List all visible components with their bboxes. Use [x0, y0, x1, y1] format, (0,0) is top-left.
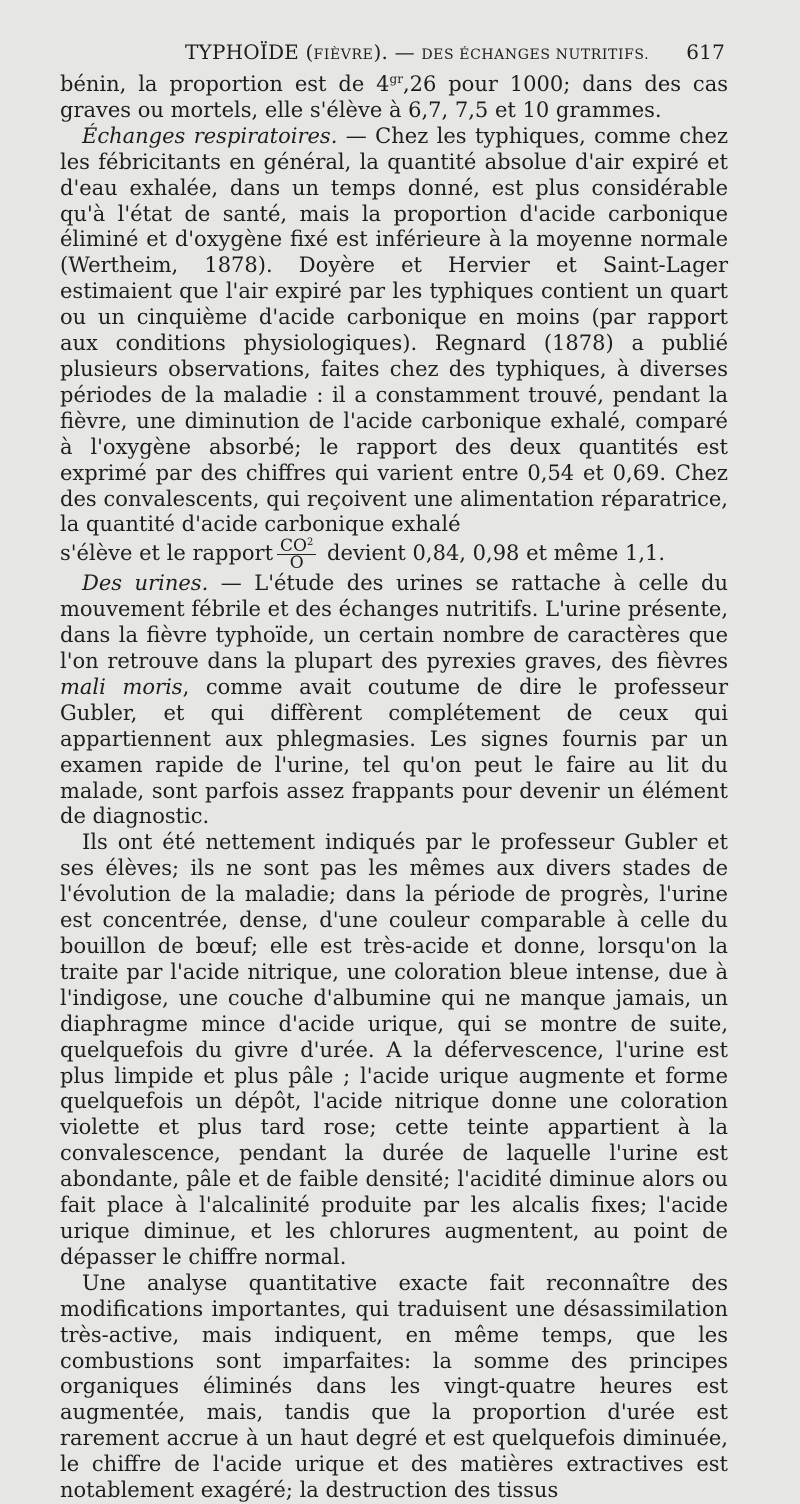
page-number: 617 [686, 40, 725, 64]
ratio-after: devient 0,84, 0,98 et même 1,1. [327, 541, 666, 566]
paragraph-3-text: — L'étude des urines se rattache à celle du mouvement fébrile et des échanges nutritifs. L'urine présente, dans la fièvre typhoïde, un certain nombre de caractères que l'on retrouve dans la plupart des pyrexies graves, des fièvres [60, 571, 728, 674]
running-header [185, 40, 725, 64]
ratio-line [60, 536, 728, 574]
header-title-d: DES ÉCHANGES NUTRITIFS. [421, 47, 650, 63]
section-heading-urines: Des urines. [82, 571, 209, 596]
paragraph-3-italic: mali moris [60, 674, 183, 699]
paragraph-3-text2: , comme avait coutume de dire le professeur Gubler, et qui diffèrent complétement de ceux qui appartiennent aux phlegmasies. Les signes fournis par un examen rapide de l'urine, tel qu'on peut le faire au lit du malade, sont parfois assez frappants pour devenir un élément de diagnostic. [60, 674, 728, 829]
section-heading-respiratory: Échanges respiratoires. [82, 123, 338, 148]
header-title-b: FIÈVRE [313, 47, 374, 63]
fraction-denominator: O [289, 553, 304, 574]
body-text [60, 72, 728, 1504]
fraction-numerator: $CO^2$ [277, 538, 316, 555]
paragraph-3 [60, 571, 728, 830]
paragraph-2-text: — Chez les typhiques, comme chez les fébricitants en général, la quantité absolue d'air expiré et d'eau exhalée, dans un temps donné, est plus considérable qu'à l'état de santé, mais la proportion d'acide carbonique éliminé et d'oxygène fixé est inférieure à la moyenne normale (Wertheim, 1878). Doyère et Hervier et Saint-Lager estimaient que l'air expiré par les typhiques contient un quart ou un cinquième d'acide carbonique en moins (par rapport aux conditions physiologiques). Regnard (1878) a publié plusieurs observations, faites chez des typhiques, à diverses périodes de la maladie : il a constamment trouvé, pendant la fièvre, une diminution de l'acide carbonique exhalé, comparé à l'oxygène absorbé; le rapport des deux quantités est exprimé par des chiffres qui varient entre 0,54 et 0,69. Chez des convalescents, qui reçoivent une alimentation réparatrice, la quantité d'acide carbonique exhalé [60, 123, 729, 537]
paragraph-4: Ils ont été nettement indiqués par le professeur Gubler et ses élèves; ils ne sont pas les mêmes aux divers stades de l'évolution de la maladie; dans la période de progrès, l'urine est concentrée, dense, d'une couleur comparable à celle du bouillon de bœuf; elle est très-acide et donne, lorsqu'on la traite par l'acide nitrique, une coloration bleue intense, due à l'indigose, une couche d'albumine qui ne manque jamais, un diaphragme mince d'acide urique, qui se montre de suite, quelquefois du givre d'urée. A la défervescence, l'urine est plus limpide et plus pâle ; l'acide urique augmente et forme quelquefois un dépôt, l'acide nitrique donne une coloration violette et plus tard rose; cette teinte appartient à la convalescence, pendant la durée de laquelle l'urine est abondante, pâle et de faible densité; l'acidité diminue alors ou fait place à l'alcalinité produite par les alcalis fixes; l'acide urique diminue, et les chlorures augmentent, au point de dépasser le chiffre normal. [60, 830, 728, 1269]
paragraph-1: bénin, la proportion est de $4^{gr},26$ pour 1000; dans des cas graves ou mortels, elle s'élève à 6,7, 7,5 et 10 grammes. [60, 72, 728, 122]
ratio-before: s'élève et le rapport [60, 541, 274, 566]
header-title-c: ). — [373, 40, 422, 64]
ratio-fraction [277, 536, 316, 574]
paragraph-5: Une analyse quantitative exacte fait reconnaître des modifications importantes, qui traduisent une désassimilation très-active, mais indiquent, en même temps, que les combustions sont imparfaites: la somme des principes organiques éliminés dans les vingt-quatre heures est augmentée, mais, tandis que la proportion d'urée est rarement accrue à un haut degré et est quelquefois diminuée, le chiffre de l'acide urique et des matières extractives est notablement exagéré; la destruction des tissus [60, 1270, 728, 1503]
header-title-a: TYPHOÏDE ( [185, 40, 314, 64]
paragraph-2 [60, 124, 728, 539]
